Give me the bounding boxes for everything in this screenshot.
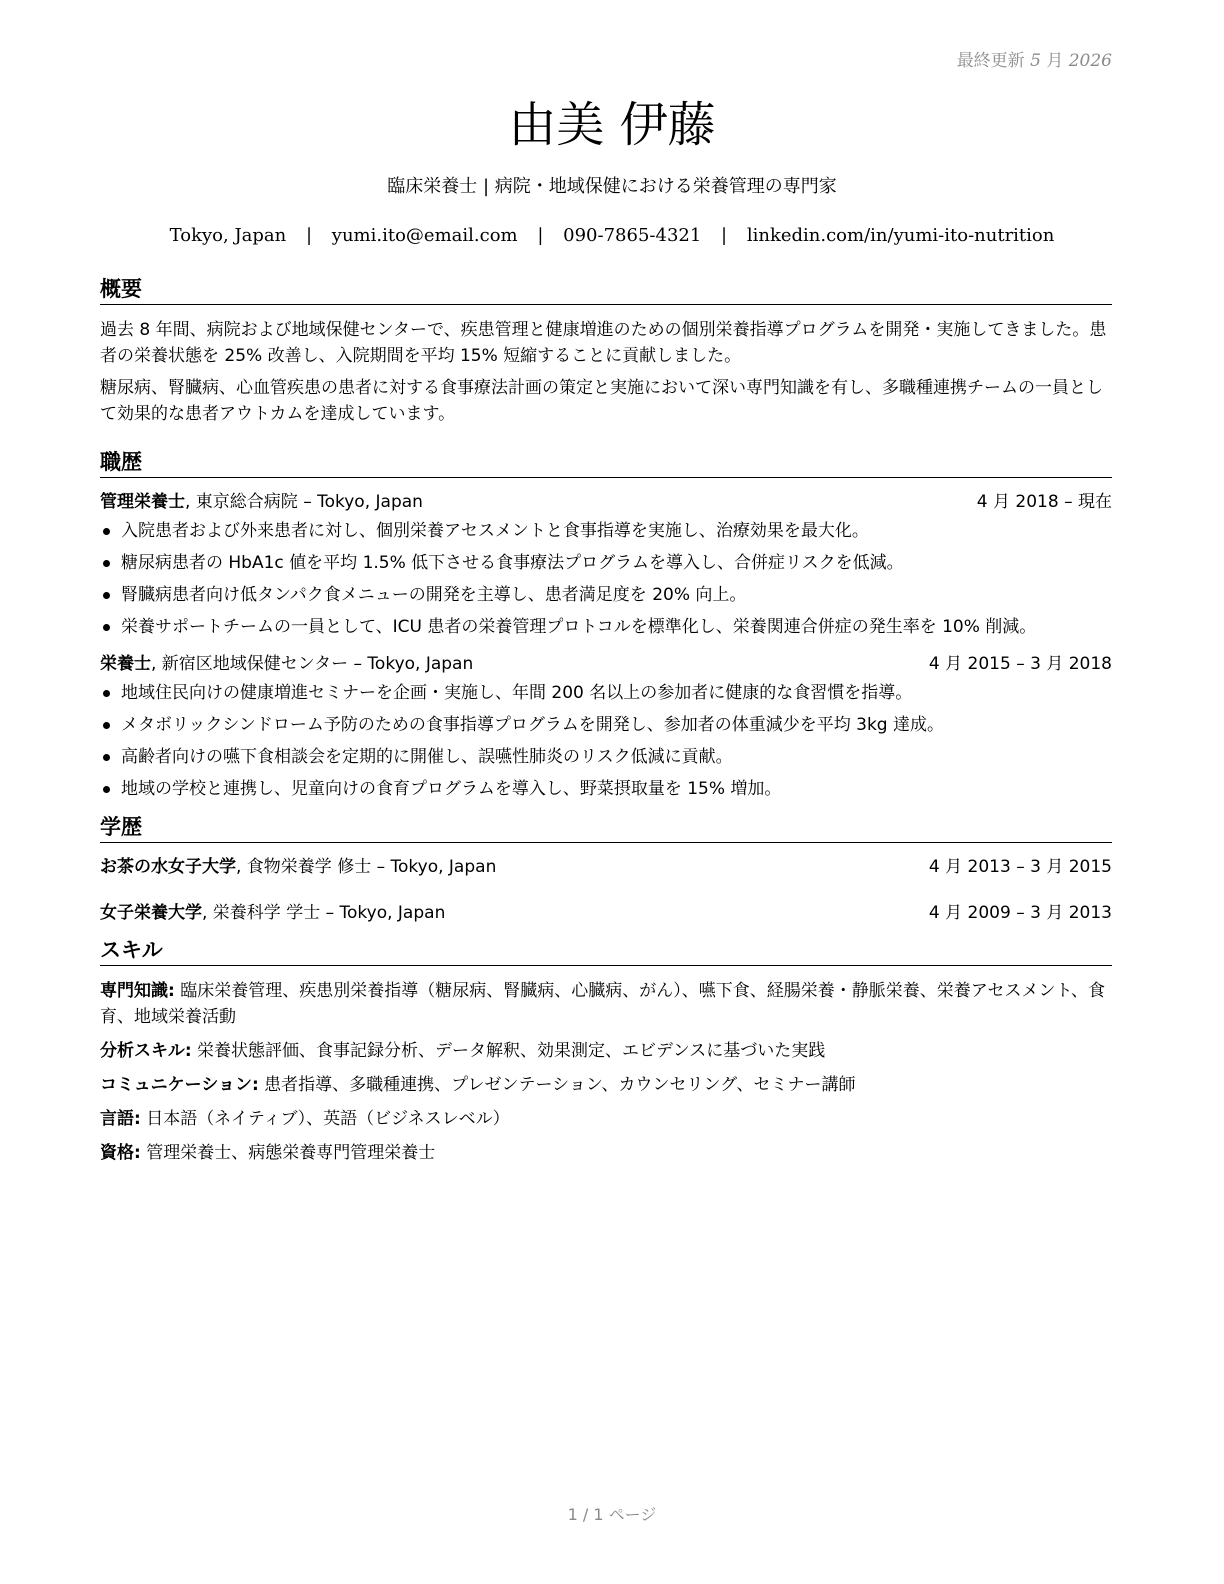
section-title-summary: 概要: [100, 276, 1112, 305]
job-dates: 4 月 2018 – 現在: [976, 492, 1112, 512]
education-school: 女子栄養大学: [100, 903, 202, 923]
job-bullet: 栄養サポートチームの一員として、ICU 患者の栄養管理プロトコルを標準化し、栄養関連合併症の発生率を 10% 削減。: [100, 614, 1112, 640]
skill-label: コミュニケーション:: [100, 1075, 259, 1095]
job-bullet: 高齢者向けの嚥下食相談会を定期的に開催し、誤嚥性肺炎のリスク低減に貢献。: [100, 744, 1112, 770]
summary-paragraph: 過去 8 年間、病院および地域保健センターで、疾患管理と健康増進のための個別栄養指導プログラムを開発・実施してきました。患者の栄養状態を 25% 改善し、入院期間を平均 15% 短縮することに貢献しました。: [100, 320, 1107, 366]
education-school: お茶の水女子大学: [100, 857, 236, 877]
contact-location: Tokyo, Japan: [169, 225, 287, 246]
skill-value: 臨床栄養管理、疾患別栄養指導（糖尿病、腎臓病、心臓病、がん）、嚥下食、経腸栄養・静脈栄養、栄養アセスメント、食育、地域栄養活動: [100, 981, 1106, 1027]
skill-item: [100, 1140, 1112, 1166]
contact-linkedin[interactable]: linkedin.com/in/yumi-ito-nutrition: [746, 225, 1055, 246]
summary-section: [100, 276, 1112, 427]
education-section: [100, 814, 1112, 925]
last-updated: 最終更新 5 月 2026: [956, 51, 1112, 71]
education-entry: [100, 901, 1112, 925]
job-role: 栄養士: [100, 654, 151, 674]
skill-label: 言語:: [100, 1109, 141, 1129]
skill-item: [100, 1038, 1112, 1064]
job-org: , 東京総合病院 – Tokyo, Japan: [185, 492, 423, 512]
contact-email[interactable]: yumi.ito@email.com: [331, 225, 518, 246]
job-org: , 新宿区地域保健センター – Tokyo, Japan: [151, 654, 474, 674]
job-bullet: メタボリックシンドローム予防のための食事指導プログラムを開発し、参加者の体重減少を平均 3kg 達成。: [100, 712, 1112, 738]
summary-paragraph: 糖尿病、腎臓病、心血管疾患の患者に対する食事療法計画の策定と実施において深い専門知識を有し、多職種連携チームの一員として効果的な患者アウトカムを達成しています。: [100, 378, 1103, 424]
skills-section: [100, 937, 1112, 1166]
education-entry: [100, 855, 1112, 879]
job-bullet: 腎臓病患者向け低タンパク食メニューの開発を主導し、患者満足度を 20% 向上。: [100, 582, 1112, 608]
job-dates: 4 月 2015 – 3 月 2018: [928, 654, 1112, 674]
contact-separator: |: [305, 225, 313, 246]
job-bullets: [100, 680, 1112, 802]
job-entry: [100, 652, 1112, 802]
job-header: [100, 652, 1112, 676]
resume-content: [100, 276, 1112, 1174]
skill-value: 管理栄養士、病態栄養専門管理栄養士: [140, 1143, 436, 1163]
skill-item: [100, 1072, 1112, 1098]
education-detail: , 食物栄養学 修士 – Tokyo, Japan: [236, 857, 497, 877]
section-title-experience: 職歴: [100, 449, 1112, 478]
skill-label: 資格:: [100, 1143, 141, 1163]
job-bullet: 糖尿病患者の HbA1c 値を平均 1.5% 低下させる食事療法プログラムを導入し、合併症リスクを低減。: [100, 550, 1112, 576]
skill-value: 患者指導、多職種連携、プレゼンテーション、カウンセリング、セミナー講師: [258, 1075, 856, 1095]
job-bullet: 入院患者および外来患者に対し、個別栄養アセスメントと食事指導を実施し、治療効果を最大化。: [100, 518, 1112, 544]
job-bullets: [100, 518, 1112, 640]
job-entry: [100, 490, 1112, 640]
candidate-name: 由美 伊藤: [508, 97, 716, 153]
contact-phone[interactable]: 090-7865-4321: [563, 225, 702, 246]
skill-item: [100, 1106, 1112, 1132]
skill-value: 栄養状態評価、食事記録分析、データ解釈、効果測定、エビデンスに基づいた実践: [191, 1041, 826, 1061]
skill-label: 専門知識:: [100, 981, 175, 1001]
headline: 臨床栄養士 | 病院・地域保健における栄養管理の専門家: [387, 176, 837, 197]
experience-section: [100, 449, 1112, 802]
section-title-education: 学歴: [100, 814, 1112, 843]
skill-item: [100, 978, 1112, 1030]
job-role: 管理栄養士: [100, 492, 185, 512]
contact-separator: |: [537, 225, 544, 246]
section-title-skills: スキル: [100, 937, 1112, 966]
contact-separator: |: [721, 225, 728, 246]
job-bullet: 地域住民向けの健康増進セミナーを企画・実施し、年間 200 名以上の参加者に健康的な食習慣を指導。: [100, 680, 1112, 706]
education-detail: , 栄養科学 学士 – Tokyo, Japan: [202, 903, 446, 923]
skill-value: 日本語（ネイティブ）、英語（ビジネスレベル）: [140, 1109, 510, 1129]
job-bullet: 地域の学校と連携し、児童向けの食育プログラムを導入し、野菜摂取量を 15% 増加。: [100, 776, 1112, 802]
education-dates: 4 月 2009 – 3 月 2013: [928, 903, 1112, 923]
skill-label: 分析スキル:: [100, 1041, 192, 1061]
page-number: 1 / 1 ページ: [567, 1505, 657, 1524]
job-header: [100, 490, 1112, 514]
education-dates: 4 月 2013 – 3 月 2015: [928, 857, 1112, 877]
contact-line: [0, 225, 1224, 246]
